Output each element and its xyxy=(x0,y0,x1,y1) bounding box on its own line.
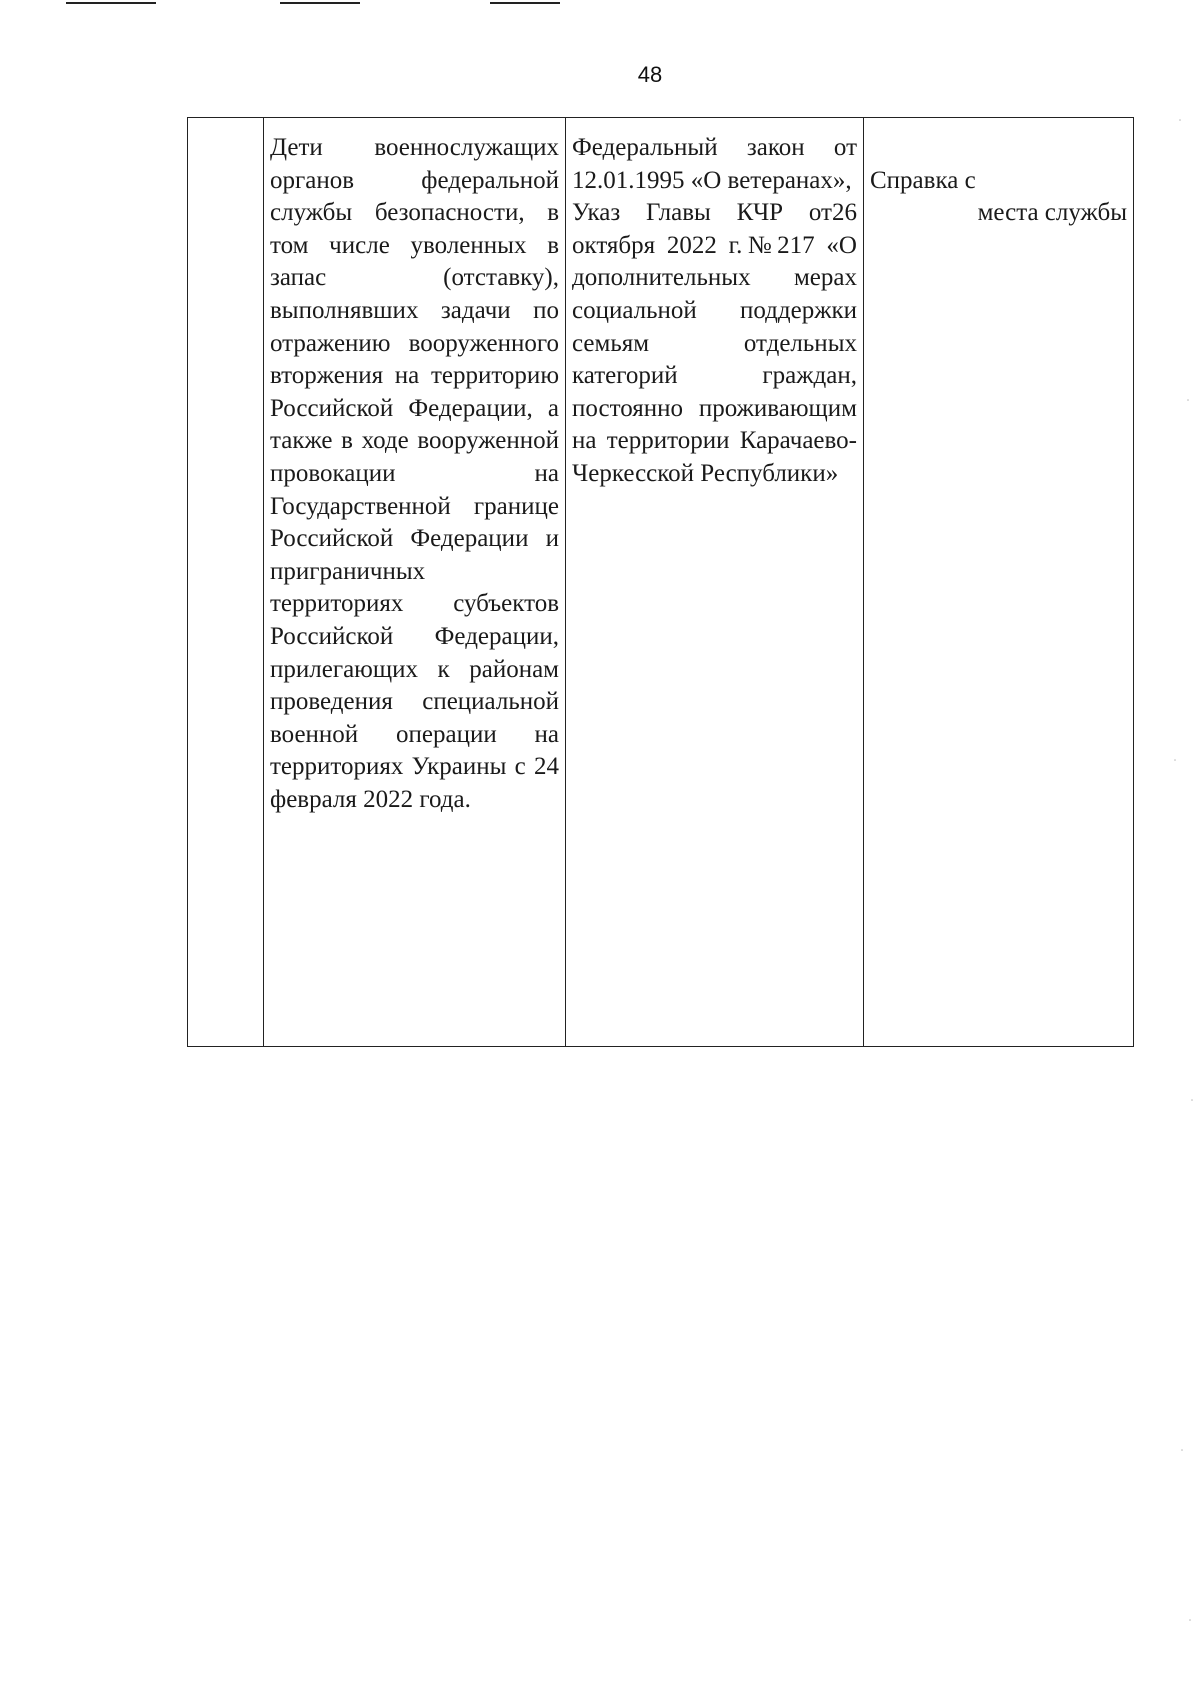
scan-top-rule-right xyxy=(490,2,560,4)
scan-noise-decoration xyxy=(1160,0,1200,1700)
required-document-line1: Справка с xyxy=(870,166,976,194)
required-document-cell xyxy=(864,118,1134,1047)
page-number: 48 xyxy=(637,62,663,87)
scan-top-rule-middle xyxy=(280,2,360,4)
legal-basis-cell: Федеральный закон от 12.01.1995 «О ветеранах», Указ Главы КЧР от26 октября 2022 г.№217 «О дополнительных мерах социальной поддержки семьям отдельных категорий граждан, постоянно проживающим на территории Карачаево-Черкесской Республики» xyxy=(566,118,864,1047)
scan-top-rule-left xyxy=(66,2,156,4)
table-row xyxy=(188,118,1134,1047)
category-cell: Дети военнослужащих органов федеральной службы безопасности, в том числе уволенных в запас (отставку), выполнявших задачи по отражению вооруженного вторжения на территорию Российской Федерации, а также в ходе вооруженной провокации на Государственной границе Российской Федерации и приграничных территориях субъектов Российской Федерации, прилегающих к районам проведения специальной военной операции на территориях Украины с 24 февраля 2022 года. xyxy=(264,118,566,1047)
row-number-cell xyxy=(188,118,264,1047)
required-document-line2: места службы xyxy=(977,199,1127,227)
benefits-table xyxy=(187,117,1134,1047)
